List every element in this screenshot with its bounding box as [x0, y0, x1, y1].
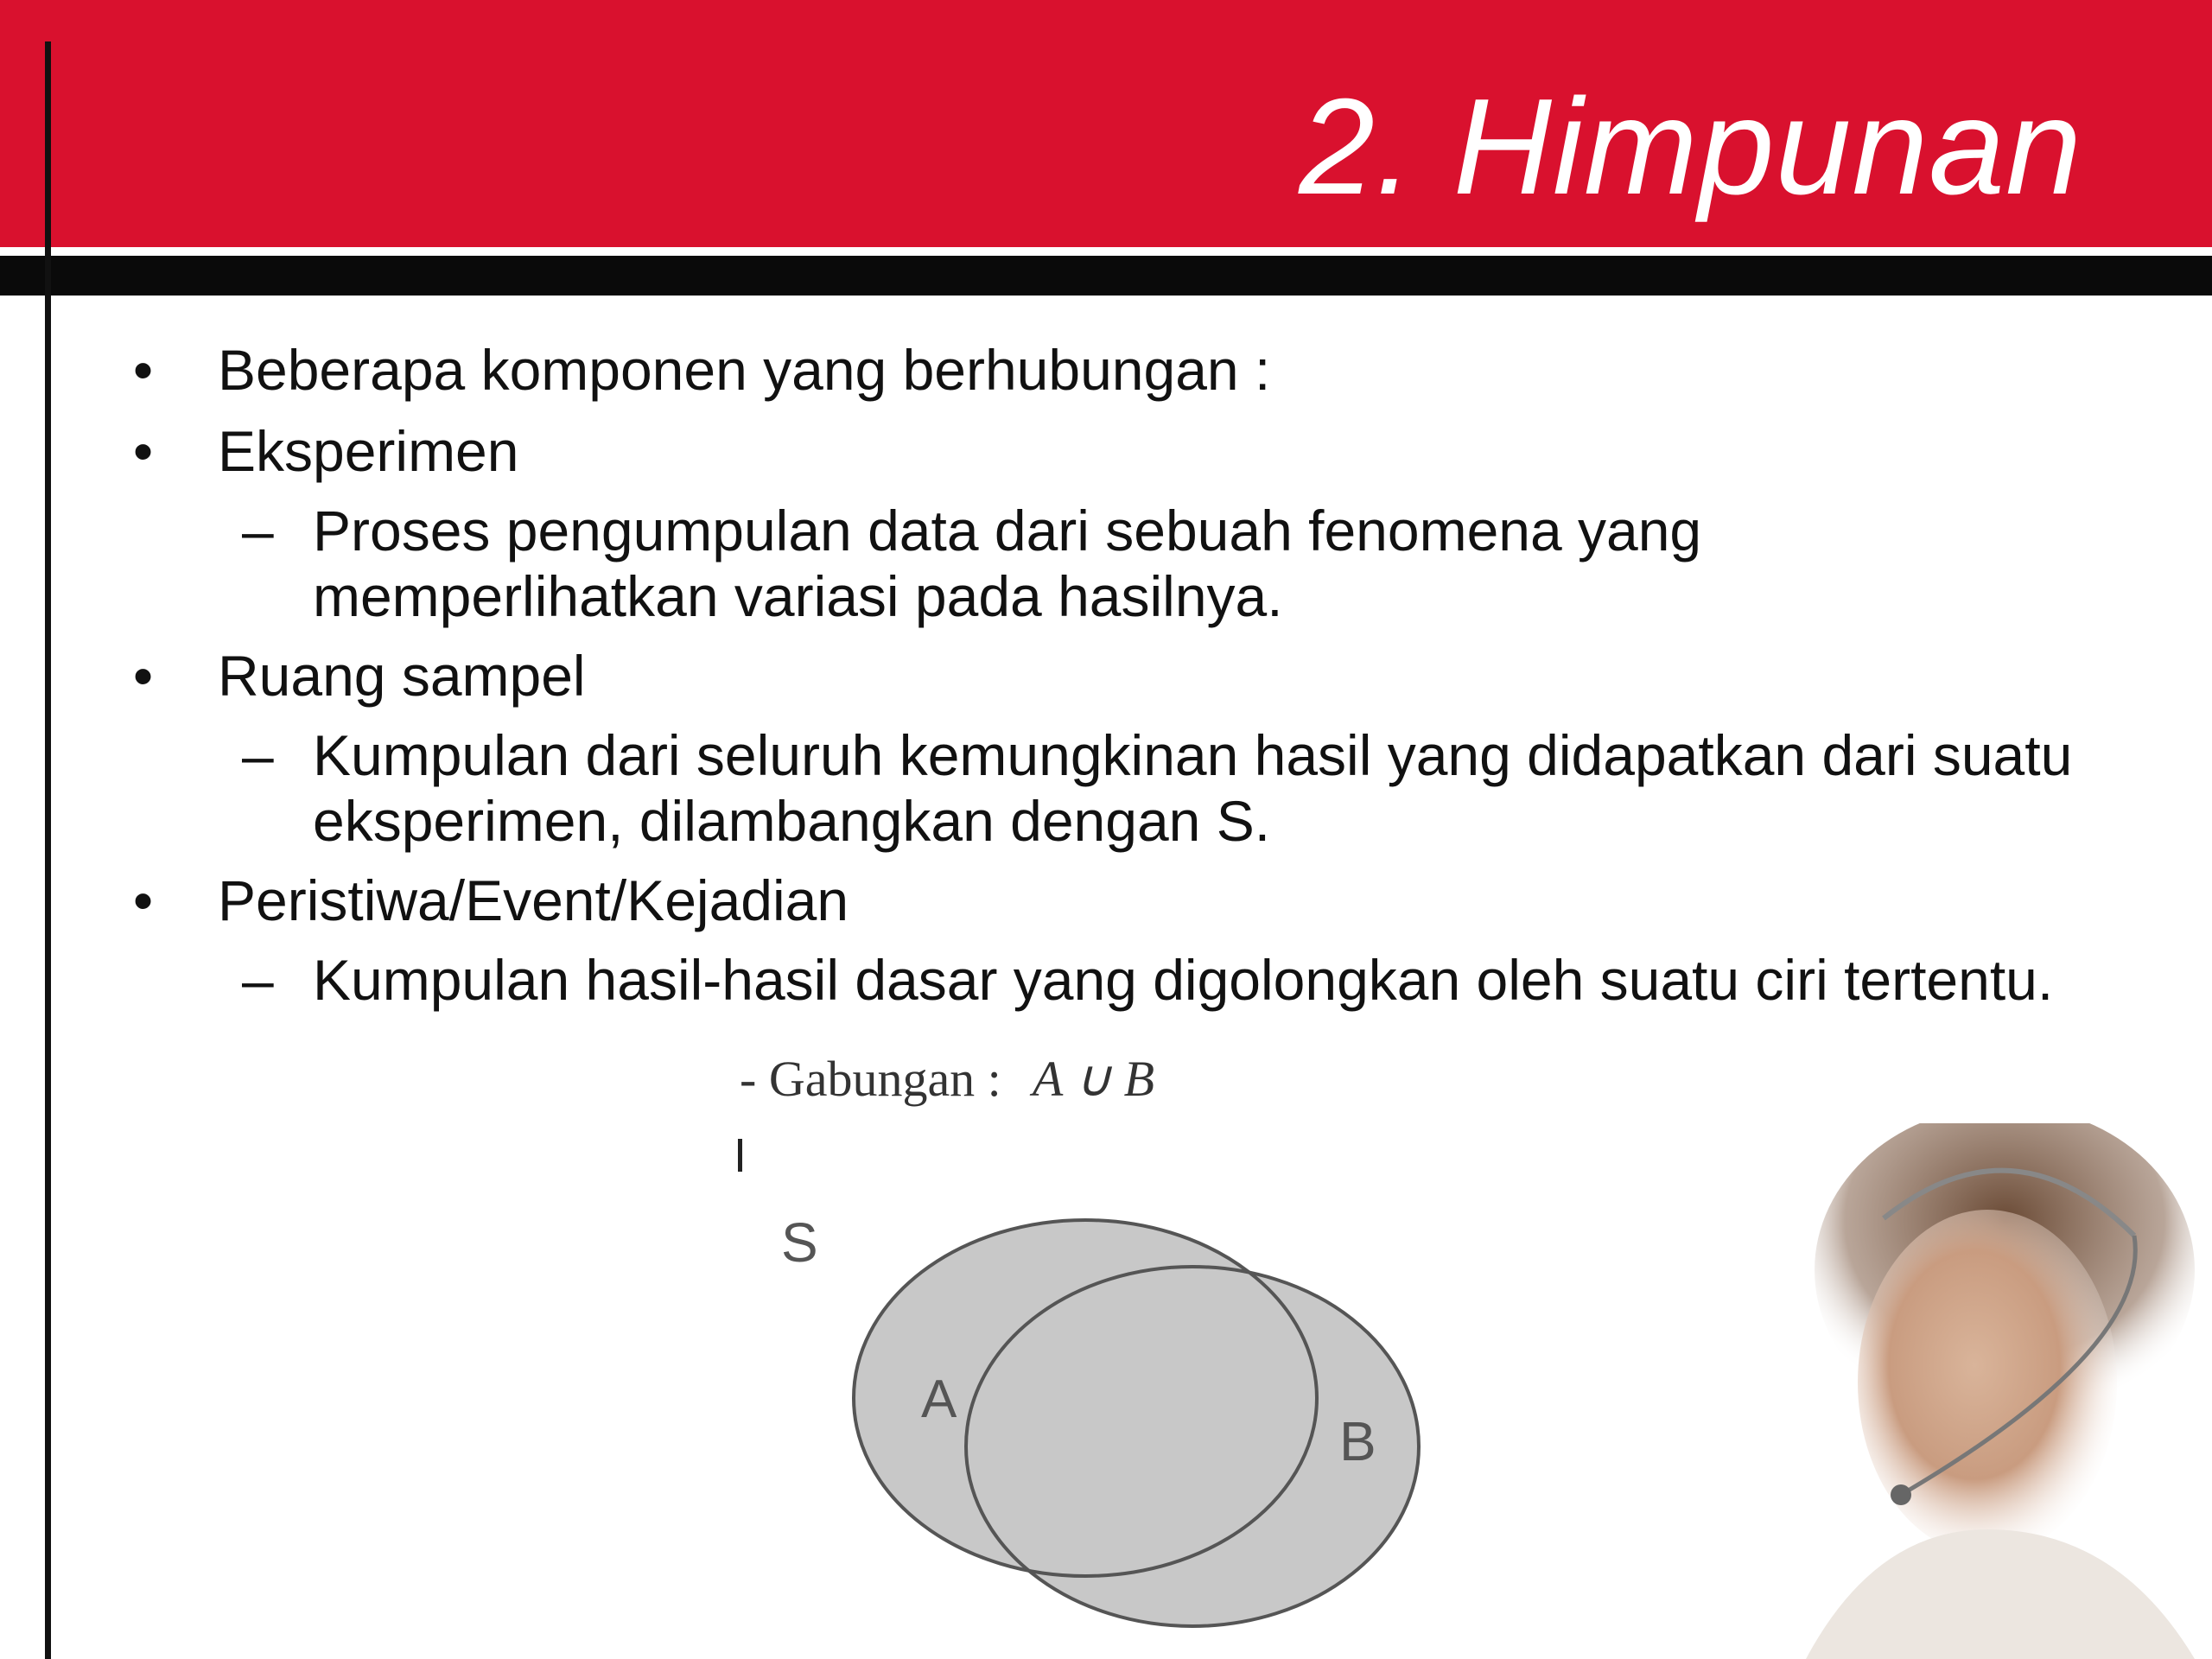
dash-marker: – [242, 948, 274, 1012]
left-vertical-rule [45, 41, 51, 1659]
bullet-marker: • [133, 868, 154, 932]
sub-bullet-text: Kumpulan dari seluruh kemungkinan hasil yang didapatkan dari suatu eksperimen, dilambangkan dengan S. [313, 723, 2073, 853]
headset-mic [1891, 1484, 1911, 1505]
union-expression: A ∪ B [1032, 1051, 1155, 1107]
sub-bullet-item [121, 722, 2108, 854]
shoulders-shape [1806, 1529, 2195, 1659]
universe-label: S [781, 1211, 818, 1274]
text-cursor [738, 1139, 742, 1172]
set-a-label: A [921, 1370, 957, 1429]
banner-black-bar [0, 256, 2212, 296]
bullet-text: Ruang sampel [218, 644, 586, 708]
bullet-item [121, 416, 2108, 486]
banner-divider [0, 247, 2212, 252]
sub-bullet-item [121, 498, 2108, 629]
bullet-marker: • [133, 338, 154, 402]
dash-marker: – [242, 499, 274, 563]
union-caption [740, 1049, 1154, 1108]
sub-bullet-text: Kumpulan hasil-hasil dasar yang digolongkan oleh suatu ciri tertentu. [313, 948, 2054, 1012]
bullet-text: Eksperimen [218, 419, 519, 483]
slide-content [121, 335, 2108, 1025]
headset-operator-photo [1771, 1123, 2212, 1659]
bullet-item [121, 866, 2108, 935]
slide-title: 2. Himpunan [1299, 71, 2082, 223]
bullet-text: Beberapa komponen yang berhubungan : [218, 338, 1271, 402]
bullet-item [121, 335, 2108, 404]
dash-marker: – [242, 723, 274, 787]
bullet-marker: • [133, 644, 154, 708]
union-caption-label: - Gabungan : [740, 1051, 1001, 1107]
sub-bullet-text: Proses pengumpulan data dari sebuah fenomena yang memperlihatkan variasi pada hasilnya. [313, 499, 1702, 628]
sub-bullet-item [121, 947, 2108, 1013]
bullet-text: Peristiwa/Event/Kejadian [218, 868, 849, 932]
set-b-label: B [1339, 1410, 1376, 1472]
bullet-marker: • [133, 419, 154, 483]
bullet-item [121, 641, 2108, 710]
venn-diagram [743, 1184, 1543, 1659]
